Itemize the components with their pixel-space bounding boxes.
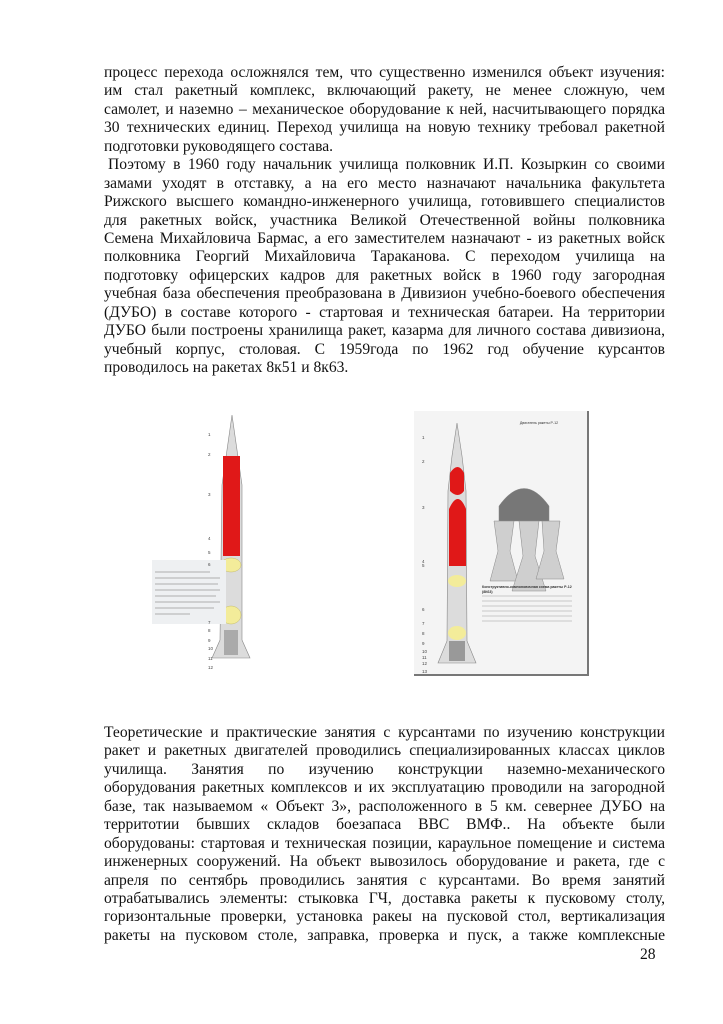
part-label: 13 bbox=[422, 669, 428, 674]
text-line: Теоретические и практические занятия с курсантами по изучению конструкции bbox=[104, 724, 665, 741]
text-line: замами уходят в отставку, а на его место назначают начальника факультета bbox=[104, 174, 665, 192]
text-line: процесс перехода осложнялся тем, что существенно изменился объект изучения: bbox=[104, 64, 665, 81]
part-label: 3 bbox=[208, 492, 211, 497]
part-label: 4 bbox=[422, 559, 425, 564]
text-line: самолет, и наземно – механическое оборудование к ней, насчитывающего порядка bbox=[104, 100, 665, 118]
paragraph-2 bbox=[104, 724, 665, 945]
part-label: 5 bbox=[422, 563, 425, 568]
text-line: Рижского высшего командно-инженерного училища, готовившего специалистов bbox=[104, 193, 665, 211]
text-line: (ДУБО) в составе которого - стартовая и техническая батареи. На территории bbox=[104, 303, 665, 321]
part-label: 4 bbox=[208, 536, 211, 541]
part-label: 11 bbox=[208, 656, 213, 661]
text-line: училища. Занятия по изучению конструкции наземно-механического bbox=[104, 760, 665, 778]
engine-title: Двигатель ракеты Р-12 bbox=[519, 421, 559, 425]
part-label: 8 bbox=[208, 628, 211, 633]
page-number: 28 bbox=[640, 946, 656, 963]
rocket-r12-engine-image bbox=[414, 411, 587, 674]
text-line: ДУБО были построены хранилища ракет, казарма для личного состава дивизиона, bbox=[104, 322, 665, 340]
text-line: подготовки руководящего состава. bbox=[104, 137, 334, 155]
part-label: 7 bbox=[208, 620, 211, 625]
text-line: ракеты на пусковом столе, заправка, проверка и пуск, а также комплексные bbox=[104, 926, 665, 944]
paragraph-1 bbox=[104, 64, 665, 377]
text-line: ракет и ракетных двигателей проводились специализированных классах циклов bbox=[104, 742, 665, 760]
text-line: отрабатывались элементы: стыковка ГЧ, доставка ракеты к пусковому столу, bbox=[104, 889, 665, 907]
part-label: 10 bbox=[208, 646, 214, 651]
text-line: им стал ракетный комплекс, включающий ракету, не менее сложную, чем bbox=[104, 82, 665, 100]
part-label: 5 bbox=[208, 550, 211, 555]
rocket-diagram-right bbox=[414, 411, 589, 676]
text-line: учебный корпус, столовая. С 1959года по 1962 год обучение курсантов bbox=[104, 340, 665, 358]
part-label: 2 bbox=[422, 459, 425, 464]
text-line: оборудованы: стартовая и техническая позиции, караульное помещение и система bbox=[104, 834, 665, 852]
rocket-r12-cutaway-image bbox=[150, 410, 260, 672]
part-label: 6 bbox=[208, 562, 211, 567]
part-label: 10 bbox=[422, 649, 428, 654]
part-label: 12 bbox=[208, 665, 214, 670]
part-label: 3 bbox=[422, 505, 425, 510]
text-line: горизонтальные проверки, установка ракеы на пусковой стол, вертикализация bbox=[104, 908, 665, 926]
text-line: инженерных сооружений. На объект вывозилось оборудование и ракета, где с bbox=[104, 853, 665, 871]
part-label: 2 bbox=[208, 452, 211, 457]
part-label: 1 bbox=[208, 432, 211, 437]
text-line: территотии бывших складов боезапаса ВВС ВМФ.. На объекте были bbox=[104, 816, 665, 834]
part-label: 11 bbox=[422, 655, 427, 660]
text-line: учебная база обеспечения преобразована в Дивизион учебно-боевого обеспечения bbox=[104, 285, 665, 303]
text-line: подготовку офицерских кадров для ракетных войск в 1960 году загородная bbox=[104, 266, 665, 284]
part-label: 1 bbox=[422, 435, 425, 440]
part-label: 6 bbox=[422, 607, 425, 612]
part-label: 7 bbox=[422, 621, 425, 626]
text-line: полковника Георгий Михайловича Тараканова. С переходом училища на bbox=[104, 248, 665, 266]
text-line: оборудования ракетных комплексов и их эксплуатацию проводили на загородной bbox=[104, 779, 665, 797]
text-line: Семена Михайловича Бармас, а его заместителем назначают - из ракетных войск bbox=[104, 229, 665, 247]
text-line: 30 технических единиц. Переход училища на новую технику требовал ракетной bbox=[104, 119, 665, 137]
part-label: 9 bbox=[208, 638, 211, 643]
text-line: Поэтому в 1960 году начальник училища полковник И.П. Козыркин со своими bbox=[108, 156, 665, 174]
rocket-diagram-left bbox=[150, 410, 260, 672]
text-line: апреля по сентябрь проводились занятия с курсантами. Во время занятий bbox=[104, 871, 665, 889]
fuel-tank-mark bbox=[223, 456, 240, 556]
text-line: проводилось на ракетах 8к51 и 8к63. bbox=[104, 359, 349, 376]
diagram-caption-title: Конструктивно-компоновочная схема ракеты Р-12 (8К63) bbox=[482, 585, 572, 594]
part-label: 8 bbox=[422, 631, 425, 636]
part-label: 9 bbox=[422, 641, 425, 646]
text-line: для ракетных войск, участника Великой Отечественной войны полковника bbox=[104, 211, 665, 229]
part-label: 12 bbox=[422, 661, 428, 666]
text-line: базе, так называемом « Объект 3», расположенного в 5 км. севернее ДУБО на bbox=[104, 797, 665, 815]
